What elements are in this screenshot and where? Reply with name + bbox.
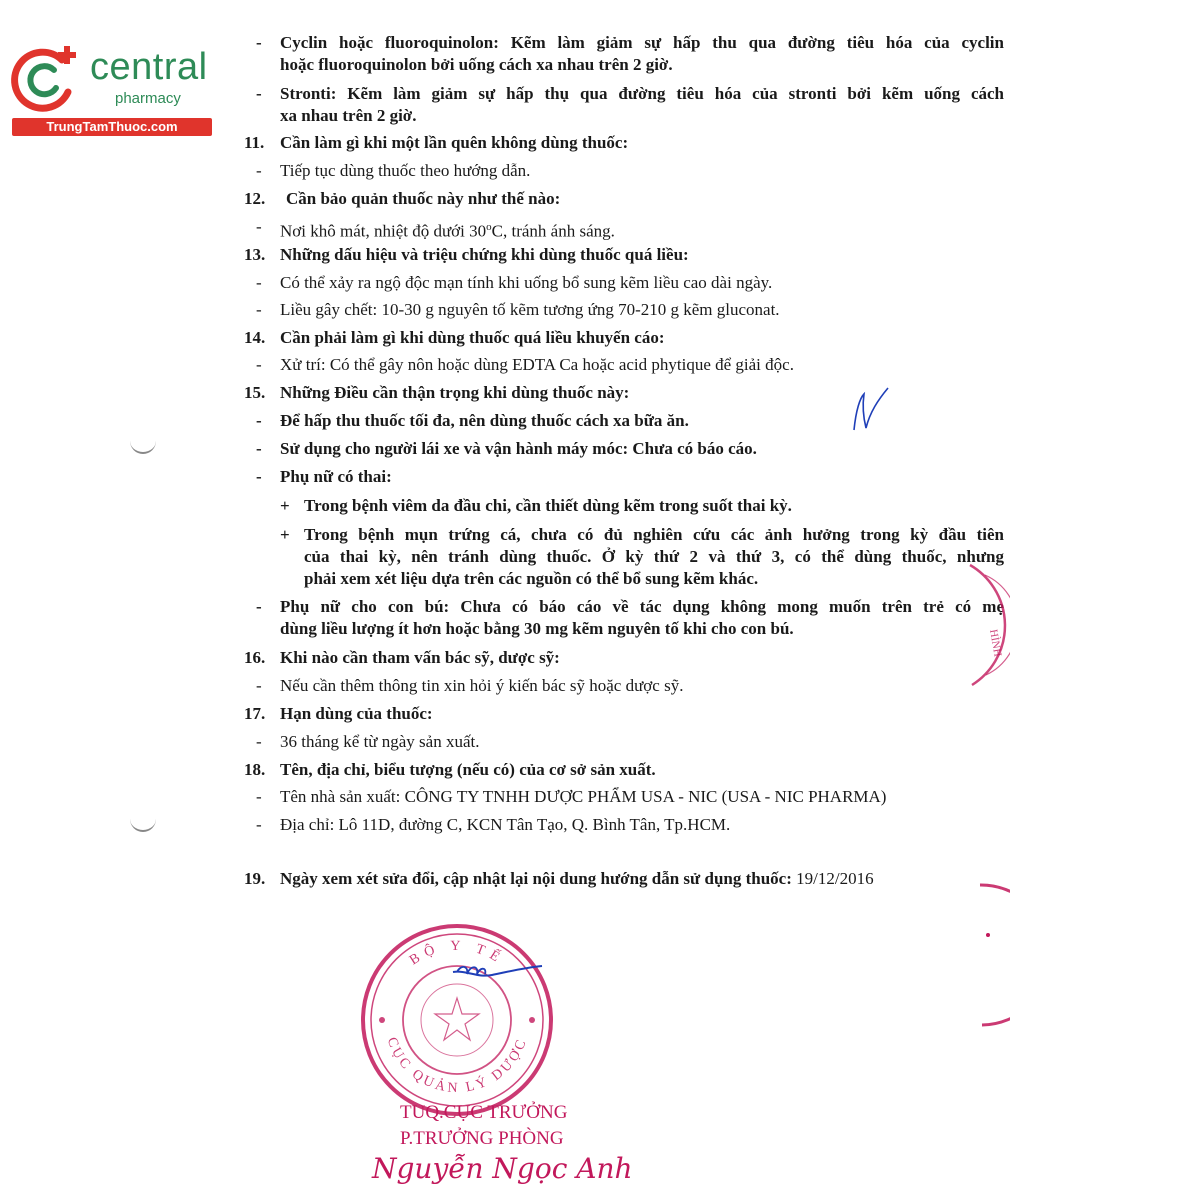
doc-line-text: phải xem xét liệu dựa trên các nguồn có thể bổ sung kẽm khác. [304, 569, 759, 588]
section-number: 19. [244, 869, 266, 888]
section-number: 17. [244, 704, 266, 723]
bullet-plus: + [280, 525, 290, 544]
section-heading [244, 188, 560, 210]
section-heading [244, 382, 629, 404]
central-pharmacy-logo[interactable] [10, 38, 215, 138]
doc-line-text: Phụ nữ có thai: [280, 467, 392, 486]
doc-line-text: Liều gây chết: 10-30 g nguyên tố kẽm tương ứng 70-210 g kẽm gluconat. [280, 300, 780, 319]
section-title: Những Điều cần thận trọng khi dùng thuốc này: [280, 383, 630, 402]
section-title: Cần làm gì khi một lần quên không dùng thuốc: [280, 133, 629, 152]
doc-line-text: dùng liều lượng ít hơn hoặc bằng 30 mg kẽm nguyên tố khi cho con bú. [280, 619, 794, 638]
doc-line-text: xa nhau trên 2 giờ. [280, 106, 417, 125]
doc-line-text-part: C, tránh ánh sáng. [491, 221, 615, 241]
section-number: 14. [244, 328, 266, 347]
section-title: Những dấu hiệu và triệu chứng khi dùng thuốc quá liều: [280, 245, 689, 264]
doc-line-text: 36 tháng kể từ ngày sản xuất. [280, 732, 480, 751]
bullet-dash: - [256, 217, 262, 236]
doc-line-text: Trong bệnh mụn trứng cá, chưa có đủ nghiên cứu các ảnh hưởng trong kỳ đầu tiên [304, 525, 1004, 544]
handwritten-initials-icon [848, 380, 898, 440]
section-title: Khi nào cần tham vấn bác sỹ, dược sỹ: [280, 648, 560, 667]
doc-line-text: Cyclin hoặc fluoroquinolon: Kẽm làm giảm sự hấp thu qua đường tiêu hóa của cyclin [280, 33, 1004, 52]
bullet-dash: - [256, 300, 262, 319]
signer-position: P.TRƯỞNG PHÒNG [400, 1128, 564, 1149]
bullet-dash: - [256, 676, 262, 695]
logo-sub-text: pharmacy [115, 90, 181, 107]
bullet-dash: - [256, 787, 262, 806]
section-heading [244, 327, 665, 349]
bullet-dash: - [256, 355, 262, 374]
bullet-dash: - [256, 84, 262, 103]
doc-line-text: Phụ nữ cho con bú: Chưa có báo cáo về tác dụng không mong muốn trên trẻ có mẹ [280, 597, 1004, 616]
bullet-dash: - [256, 439, 262, 458]
section-number: 18. [244, 760, 266, 779]
doc-line-text: Sử dụng cho người lái xe và vận hành máy móc: Chưa có báo cáo. [280, 439, 757, 458]
doc-line-text: Xử trí: Có thể gây nôn hoặc dùng EDTA Ca hoặc acid phytique để giải độc. [280, 355, 794, 374]
bullet-dash: - [256, 411, 262, 430]
bullet-dash: - [256, 732, 262, 751]
section-number: 16. [244, 648, 266, 667]
svg-text:BỘ Y TẾ: BỘ Y TẾ [407, 938, 507, 969]
section-title: Cần phải làm gì khi dùng thuốc quá liều khuyến cáo: [280, 328, 665, 347]
doc-line-text-part: Nơi khô mát, nhiệt độ dưới 30 [280, 221, 487, 241]
punch-hole-mark [130, 818, 156, 832]
section-heading [244, 759, 656, 781]
doc-line-text: Để hấp thu thuốc tối đa, nên dùng thuốc cách xa bữa ăn. [280, 411, 689, 430]
doc-line-text: Tên nhà sản xuất: CÔNG TY TNHH DƯỢC PHẨM USA - NIC (USA - NIC PHARMA) [280, 787, 887, 806]
bullet-dash: - [256, 33, 262, 52]
punch-hole-mark [130, 440, 156, 454]
bullet-dash: - [256, 161, 262, 180]
bullet-dash: - [256, 815, 262, 834]
partial-stamp-icon [960, 880, 1010, 1030]
section-title: Cần bảo quản thuốc này như thế nào: [286, 189, 561, 208]
doc-line-text: Tiếp tục dùng thuốc theo hướng dẫn. [280, 161, 531, 180]
section-number: 12. [244, 189, 266, 208]
partial-stamp-icon [930, 560, 1010, 690]
logo-site-link[interactable]: TrungTamThuoc.com [12, 118, 212, 136]
section-heading [244, 132, 628, 154]
signer-title: TUQ.CỤC TRƯỞNG [400, 1102, 568, 1123]
official-seal-icon [357, 920, 557, 1120]
degree-sup: o [486, 221, 492, 233]
section-heading [244, 244, 689, 266]
doc-line-text [280, 216, 615, 243]
section-heading [244, 703, 433, 725]
section-heading [244, 647, 560, 669]
section-number: 15. [244, 383, 266, 402]
revision-date: 19/12/2016 [796, 869, 874, 888]
doc-line-text: Nếu cần thêm thông tin xin hỏi ý kiến bác sỹ hoặc dược sỹ. [280, 676, 684, 695]
doc-line-text: Stronti: Kẽm làm giảm sự hấp thụ qua đường tiêu hóa của stronti bởi kẽm uống cách [280, 84, 1004, 103]
svg-text:CỤC QUẢN LÝ DƯỢC: CỤC QUẢN LÝ DƯỢC [383, 1035, 531, 1097]
doc-line-text: của thai kỳ, nên tránh dùng thuốc. Ở kỳ thứ 2 và thứ 3, có thể dùng thuốc, nhưng [304, 547, 1004, 566]
bullet-dash: - [256, 273, 262, 292]
section-title: Ngày xem xét sửa đổi, cập nhật lại nội dung hướng dẫn sử dụng thuốc: [280, 869, 792, 888]
section-title: Tên, địa chỉ, biểu tượng (nếu có) của cơ sở sản xuất. [280, 760, 656, 779]
signer-name: Nguyễn Ngọc Anh [372, 1152, 633, 1185]
doc-line-text: Có thể xảy ra ngộ độc mạn tính khi uống bổ sung kẽm liều cao dài ngày. [280, 273, 773, 292]
section-title: Hạn dùng của thuốc: [280, 704, 433, 723]
doc-line-text: Địa chỉ: Lô 11D, đường C, KCN Tân Tạo, Q. Bình Tân, Tp.HCM. [280, 815, 731, 834]
section-number: 13. [244, 245, 266, 264]
bullet-dash: - [256, 597, 262, 616]
logo-brand-text: central [90, 46, 208, 88]
doc-line-text: hoặc fluoroquinolon bởi uống cách xa nhau trên 2 giờ. [280, 55, 673, 74]
doc-line-text: Trong bệnh viêm da đầu chi, cần thiết dùng kẽm trong suốt thai kỳ. [304, 496, 792, 515]
central-logo-mark-icon [10, 38, 90, 118]
svg-text:HÌNH: HÌNH [987, 628, 1004, 658]
section-heading [244, 868, 874, 890]
bullet-plus: + [280, 496, 290, 515]
bullet-dash: - [256, 467, 262, 486]
section-number: 11. [244, 133, 265, 152]
